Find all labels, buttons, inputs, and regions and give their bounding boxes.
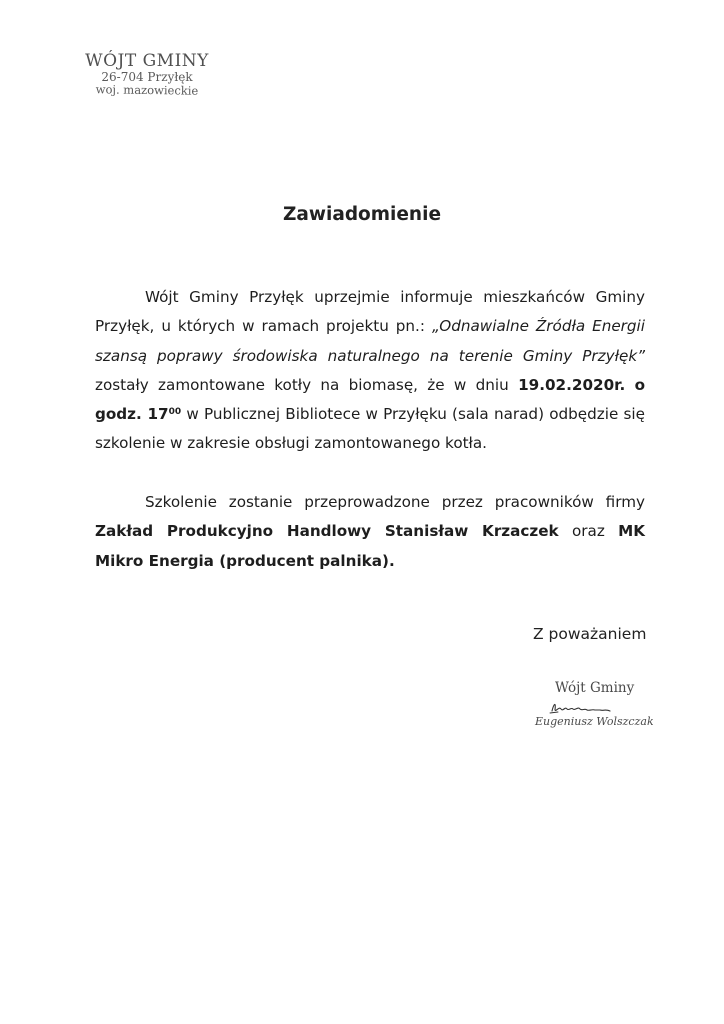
training-time-minutes: 00	[168, 407, 182, 418]
company-name-2: MK Mikro Energia (producent palnika).	[95, 522, 645, 570]
document-title: Zawiadomienie	[283, 204, 441, 225]
stamp-postal-address: 26-704 Przyłęk	[101, 70, 193, 85]
closing-regards: Z poważaniem	[533, 625, 647, 643]
conjunction-text: oraz	[558, 522, 619, 541]
training-time-prefix: o godz. 17	[95, 375, 645, 424]
stamp-office-title: WÓJT GMINY	[85, 51, 209, 71]
trainer-intro-text: Szkolenie zostanie przeprowadzone przez pracowników firmy	[145, 493, 645, 511]
signatory-name: Eugeniusz Wolszczak	[535, 715, 654, 728]
notice-paragraph	[95, 283, 645, 459]
handwritten-signature	[548, 700, 618, 716]
project-name: „Odnawialne Źródła Energii szansą poprawy środowiska naturalnego na terenie Gminy Przyłęk”	[95, 317, 645, 365]
notice-middle-text: zostały zamontowane kotły na biomasę, że w dniu	[95, 375, 519, 394]
signatory-title: Wójt Gminy	[555, 680, 635, 696]
company-name-1: Zakład Produkcyjno Handlowy Stanisław Krzaczek	[95, 522, 559, 541]
trainer-paragraph	[95, 488, 645, 576]
training-date: 19.02.2020r.	[518, 375, 626, 394]
official-stamp	[72, 52, 222, 97]
notice-intro-text: Wójt Gminy Przyłęk uprzejmie informuje mieszkańców Gminy Przyłęk, u których w ramach projektu pn.:	[95, 288, 645, 336]
notice-outro-text: w Publicznej Bibliotece w Przyłęku (sala narad) odbędzie się szkolenie w zakresie obsługi zamontowanego kotła.	[95, 405, 645, 453]
stamp-voivodeship: woj. mazowieckie	[95, 82, 199, 99]
